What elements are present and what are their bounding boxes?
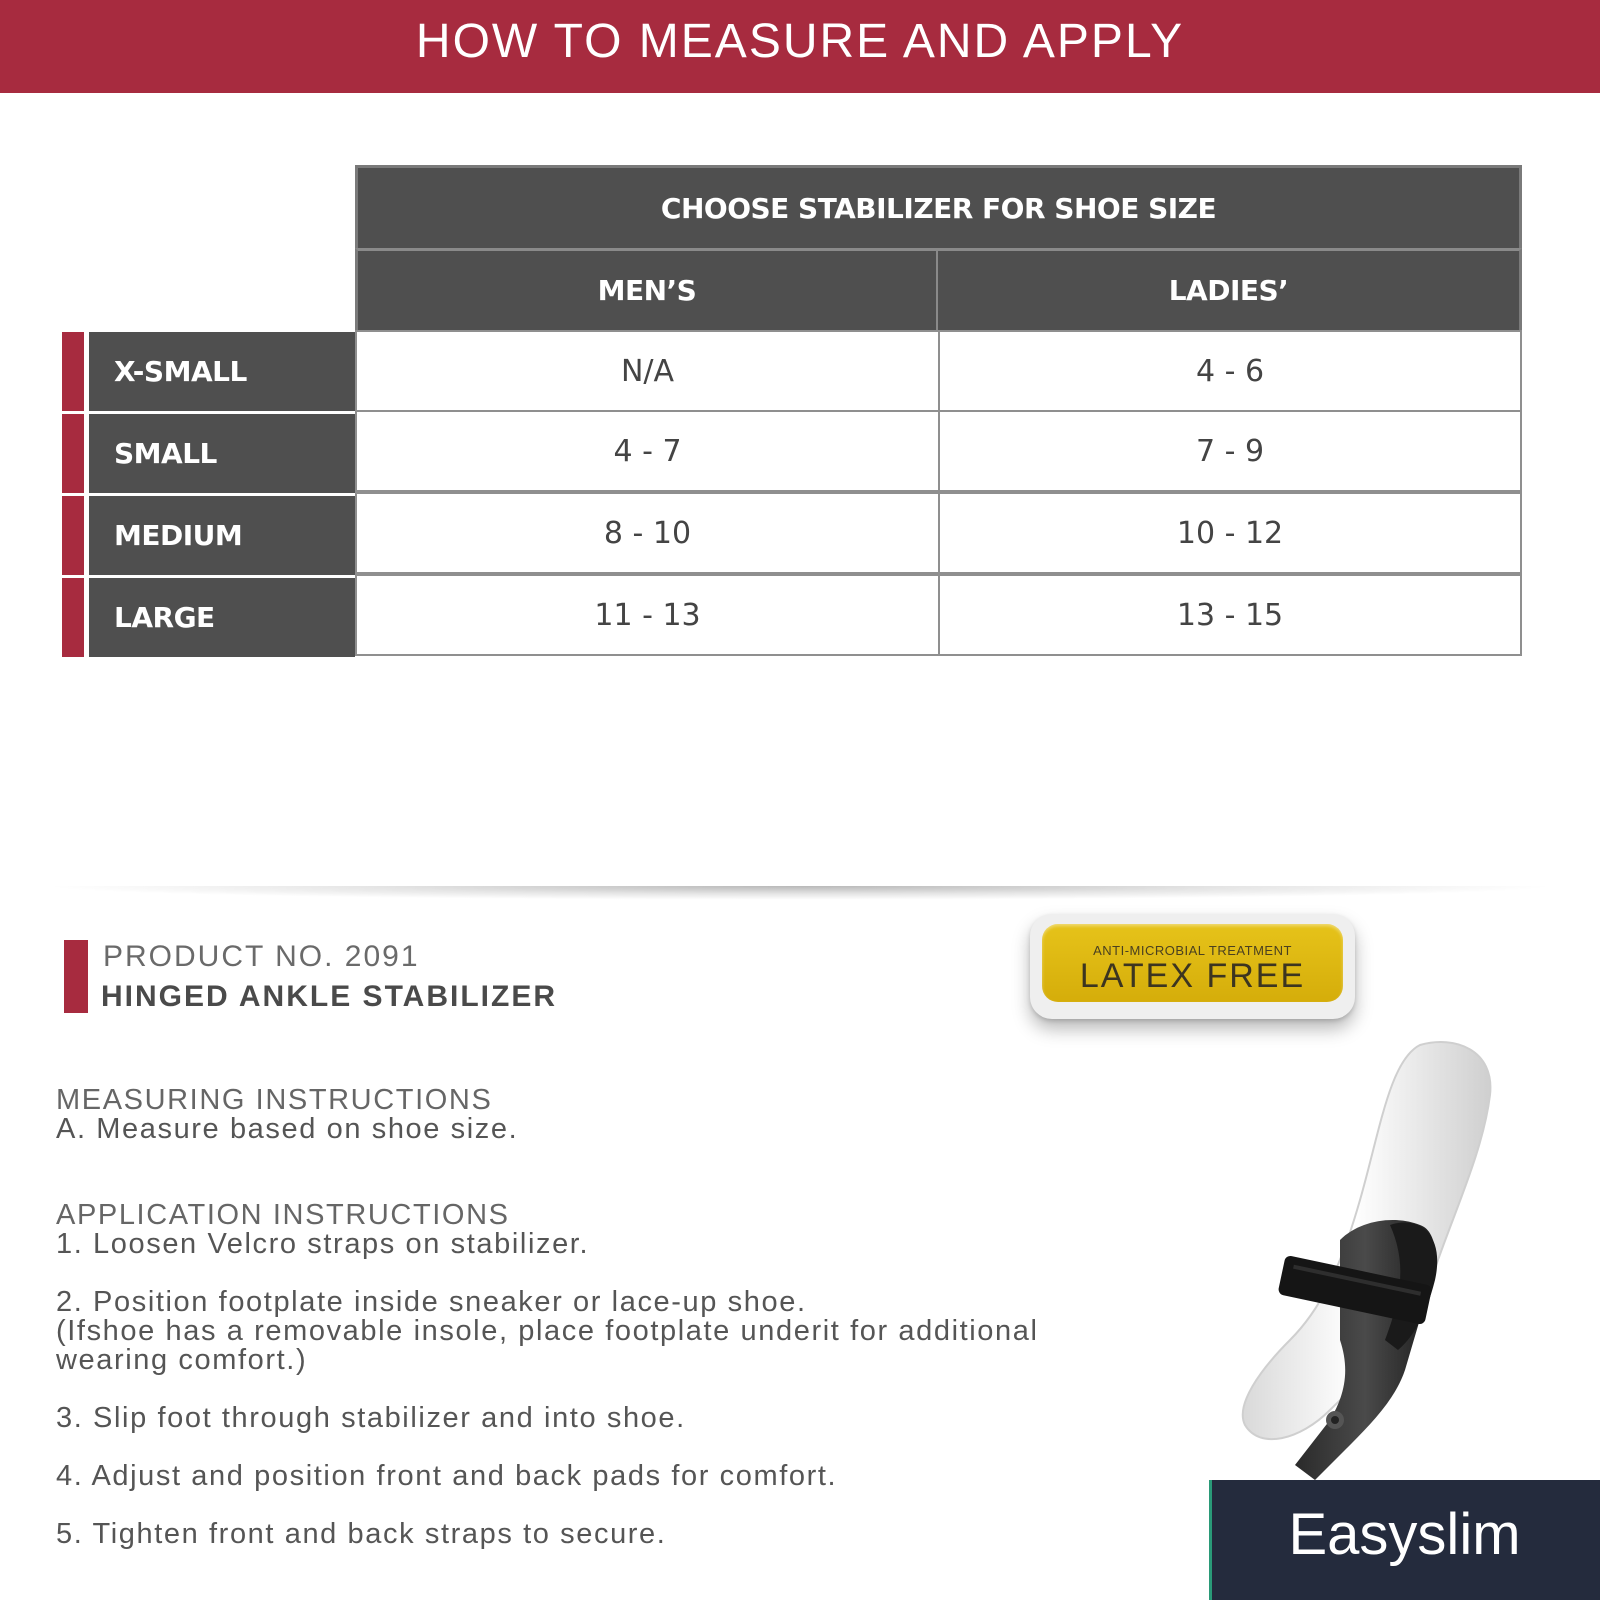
row-accent <box>62 414 84 493</box>
product-accent-bar <box>64 940 88 1013</box>
ladies-size-cell: 7 - 9 <box>938 410 1522 492</box>
ladies-size-cell: 10 - 12 <box>938 492 1522 574</box>
application-step: 4. Adjust and position front and back pads for comfort. <box>56 1460 838 1492</box>
size-label: MEDIUM <box>89 496 355 575</box>
column-header-ladies: LADIES’ <box>938 248 1522 330</box>
application-heading: APPLICATION INSTRUCTIONS <box>56 1199 510 1231</box>
page-title: HOW TO MEASURE AND APPLY <box>415 15 1185 68</box>
application-step: 1. Loosen Velcro straps on stabilizer. <box>56 1228 590 1260</box>
mens-size-cell: 11 - 13 <box>355 574 940 656</box>
section-divider <box>40 886 1560 900</box>
measuring-heading: MEASURING INSTRUCTIONS <box>56 1084 493 1116</box>
row-accent <box>62 496 84 575</box>
ankle-stabilizer-image <box>1220 1040 1540 1490</box>
application-step: 3. Slip foot through stabilizer and into shoe. <box>56 1402 686 1434</box>
badge-title: LATEX FREE <box>1079 957 1306 995</box>
application-step: 2. Position footplate inside sneaker or lace-up shoe. <box>56 1286 807 1318</box>
ladies-size-cell: 4 - 6 <box>938 330 1522 412</box>
application-note: wearing comfort.) <box>56 1344 308 1376</box>
size-table <box>0 0 1600 680</box>
measuring-step: A. Measure based on shoe size. <box>56 1113 519 1145</box>
table-title: CHOOSE STABILIZER FOR SHOE SIZE <box>355 165 1522 248</box>
column-header-mens: MEN’S <box>355 248 938 330</box>
row-accent <box>62 578 84 657</box>
mens-size-cell: N/A <box>355 330 940 412</box>
row-accent <box>62 332 84 411</box>
size-label: X-SMALL <box>89 332 355 411</box>
badge-subtitle: ANTI-MICROBIAL TREATMENT <box>1093 943 1292 958</box>
mens-size-cell: 4 - 7 <box>355 410 940 492</box>
watermark-text: Easyslim <box>1288 1502 1521 1567</box>
application-step: 5. Tighten front and back straps to secure. <box>56 1518 667 1550</box>
product-name: HINGED ANKLE STABILIZER <box>101 980 557 1013</box>
application-note: (Ifshoe has a removable insole, place footplate underit for additional <box>56 1315 1039 1347</box>
ladies-size-cell: 13 - 15 <box>938 574 1522 656</box>
mens-size-cell: 8 - 10 <box>355 492 940 574</box>
size-label: SMALL <box>89 414 355 493</box>
size-label: LARGE <box>89 578 355 657</box>
product-number: PRODUCT NO. 2091 <box>103 940 420 973</box>
